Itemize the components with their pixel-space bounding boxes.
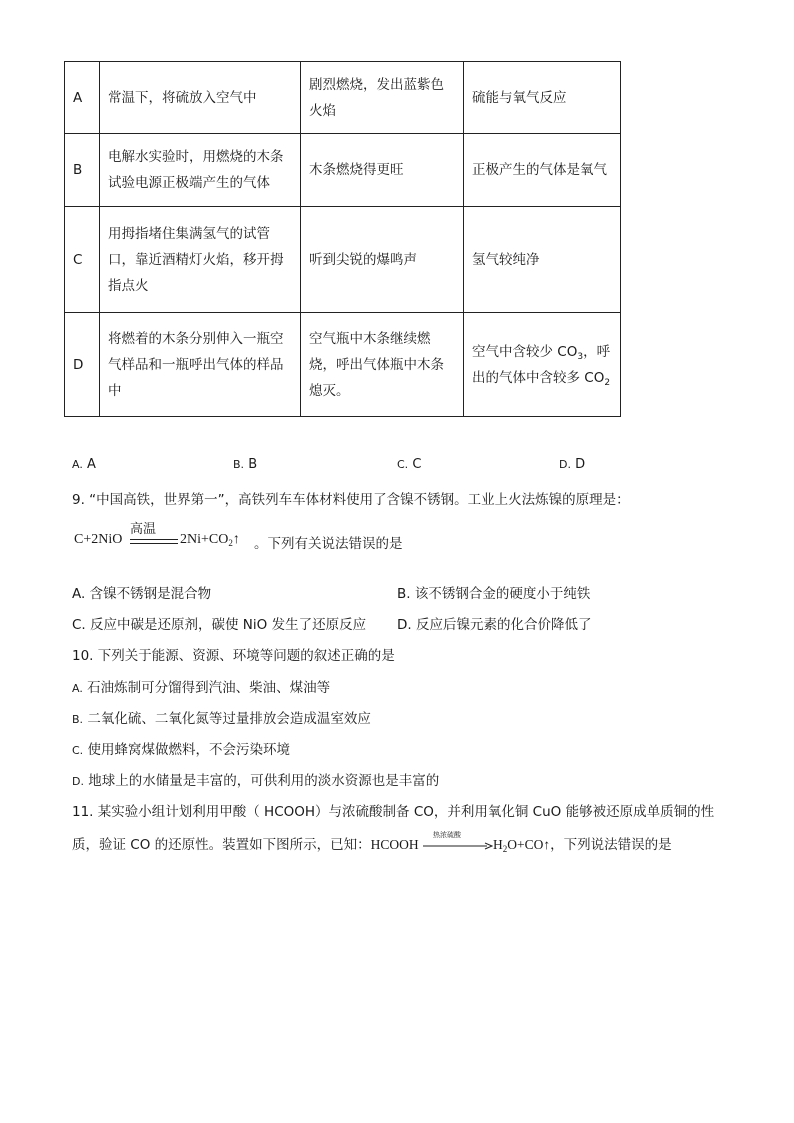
- table-row: [65, 207, 621, 313]
- q10-option-c[interactable]: [72, 738, 290, 758]
- option-text: C: [412, 457, 422, 472]
- q9-option-b[interactable]: B. 该不锈钢合金的硬度小于纯铁: [397, 586, 591, 602]
- option-text: D: [575, 457, 586, 472]
- equation-tail: 。下列有关说法错误的是: [254, 536, 403, 552]
- experiment-table: [64, 61, 621, 417]
- table-row: [65, 134, 621, 207]
- conclusion-part: ，呼出的气体中含较多 CO: [472, 343, 611, 386]
- row-phenomenon: 空气瓶中木条继续燃烧，呼出气体瓶中木条熄灭。: [301, 313, 464, 417]
- option-text: 使用蜂窝煤做燃料，不会污染环境: [87, 742, 290, 758]
- q11-stem-line2: [72, 833, 672, 853]
- row-operation: 将燃着的木条分别伸入一瓶空气样品和一瓶呼出气体的样品中: [100, 313, 301, 417]
- row-operation: 用拇指堵住集满氢气的试管口，靠近酒精灯火焰，移开拇指点火: [100, 207, 301, 313]
- q10-option-d[interactable]: [72, 769, 439, 789]
- q8-option-b[interactable]: [233, 457, 257, 472]
- option-letter: D.: [72, 775, 84, 788]
- option-letter: A.: [72, 682, 83, 695]
- gas-arrow: ↑: [232, 532, 240, 547]
- q9-stem: 9. “中国高铁，世界第一”，高铁列车车体材料使用了含镍不锈钢。工业上火法炼镍的原理是：: [72, 492, 630, 508]
- row-conclusion: 氢气较纯净: [464, 207, 621, 313]
- equation-equals-sign: [130, 539, 178, 544]
- row-option-label: A: [65, 62, 100, 134]
- option-letter: B.: [72, 713, 84, 726]
- option-text: B: [248, 457, 258, 472]
- option-text: 地球上的水储量是丰富的，可供利用的淡水资源也是丰富的: [88, 773, 440, 789]
- option-letter: C.: [72, 744, 84, 757]
- row-conclusion: 正极产生的气体是氧气: [464, 134, 621, 207]
- q9-option-a[interactable]: A. 含镍不锈钢是混合物: [72, 586, 212, 602]
- option-letter: D.: [559, 458, 571, 471]
- subscript: 2: [502, 844, 508, 854]
- row-phenomenon: 木条燃烧得更旺: [301, 134, 464, 207]
- q11-text: ，下列说法错误的是: [550, 837, 672, 853]
- equation-condition: 高温: [130, 522, 157, 537]
- row-phenomenon: 剧烈燃烧，发出蓝紫色火焰: [301, 62, 464, 134]
- row-phenomenon: 听到尖锐的爆鸣声: [301, 207, 464, 313]
- q8-option-a[interactable]: [72, 457, 96, 472]
- q8-option-d[interactable]: [559, 457, 585, 472]
- equation-products: [180, 532, 240, 548]
- q11-stem-line1: 11. 某实验小组计划利用甲酸（ HCOOH）与浓硫酸制备 CO，并利用氧化铜 CuO 能够被还原成单质铜的性: [72, 804, 715, 820]
- arrow-condition: 热浓硫酸: [432, 831, 461, 839]
- q11-text: 质，验证 CO 的还原性。装置如下图所示，已知：: [72, 837, 371, 853]
- q8-option-c[interactable]: [397, 457, 421, 472]
- equation-products-text: 2Ni+CO: [180, 532, 229, 547]
- formula-h: H: [492, 837, 503, 852]
- row-operation: 常温下，将硫放入空气中: [100, 62, 301, 134]
- option-text: 二氧化硫、二氧化氮等过量排放会造成温室效应: [87, 711, 371, 727]
- formula-rest: O+CO↑: [507, 837, 551, 852]
- formula-reactant: HCOOH: [370, 837, 419, 852]
- option-text: A: [86, 457, 96, 472]
- q10-option-a[interactable]: [72, 676, 330, 696]
- row-conclusion: [464, 313, 621, 417]
- q10-stem: 10. 下列关于能源、资源、环境等问题的叙述正确的是: [72, 648, 395, 664]
- q10-option-b[interactable]: [72, 707, 371, 727]
- option-letter: A.: [72, 458, 83, 471]
- formula-products: [493, 837, 550, 852]
- option-text: 石油炼制可分馏得到汽油、柴油、煤油等: [87, 680, 331, 696]
- arrow-icon: [423, 842, 493, 850]
- table-row: [65, 313, 621, 417]
- equation-reactants: C+2NiO: [74, 532, 123, 547]
- subscript: 2: [228, 538, 233, 548]
- subscript: 2: [604, 377, 611, 388]
- row-option-label: B: [65, 134, 100, 207]
- row-option-label: C: [65, 207, 100, 313]
- subscript: 3: [577, 351, 584, 362]
- row-operation: 电解水实验时，用燃烧的木条试验电源正极端产生的气体: [100, 134, 301, 207]
- conclusion-part: 空气中含较少 CO: [472, 343, 578, 360]
- row-conclusion: 硫能与氧气反应: [464, 62, 621, 134]
- row-option-label: D: [65, 313, 100, 417]
- q9-option-d[interactable]: D. 反应后镍元素的化合价降低了: [397, 617, 592, 633]
- q9-option-c[interactable]: C. 反应中碳是还原剂，碳使 NiO 发生了还原反应: [72, 617, 367, 633]
- option-letter: C.: [397, 458, 409, 471]
- reaction-arrow: [423, 831, 493, 852]
- table-row: [65, 62, 621, 134]
- option-letter: B.: [233, 458, 245, 471]
